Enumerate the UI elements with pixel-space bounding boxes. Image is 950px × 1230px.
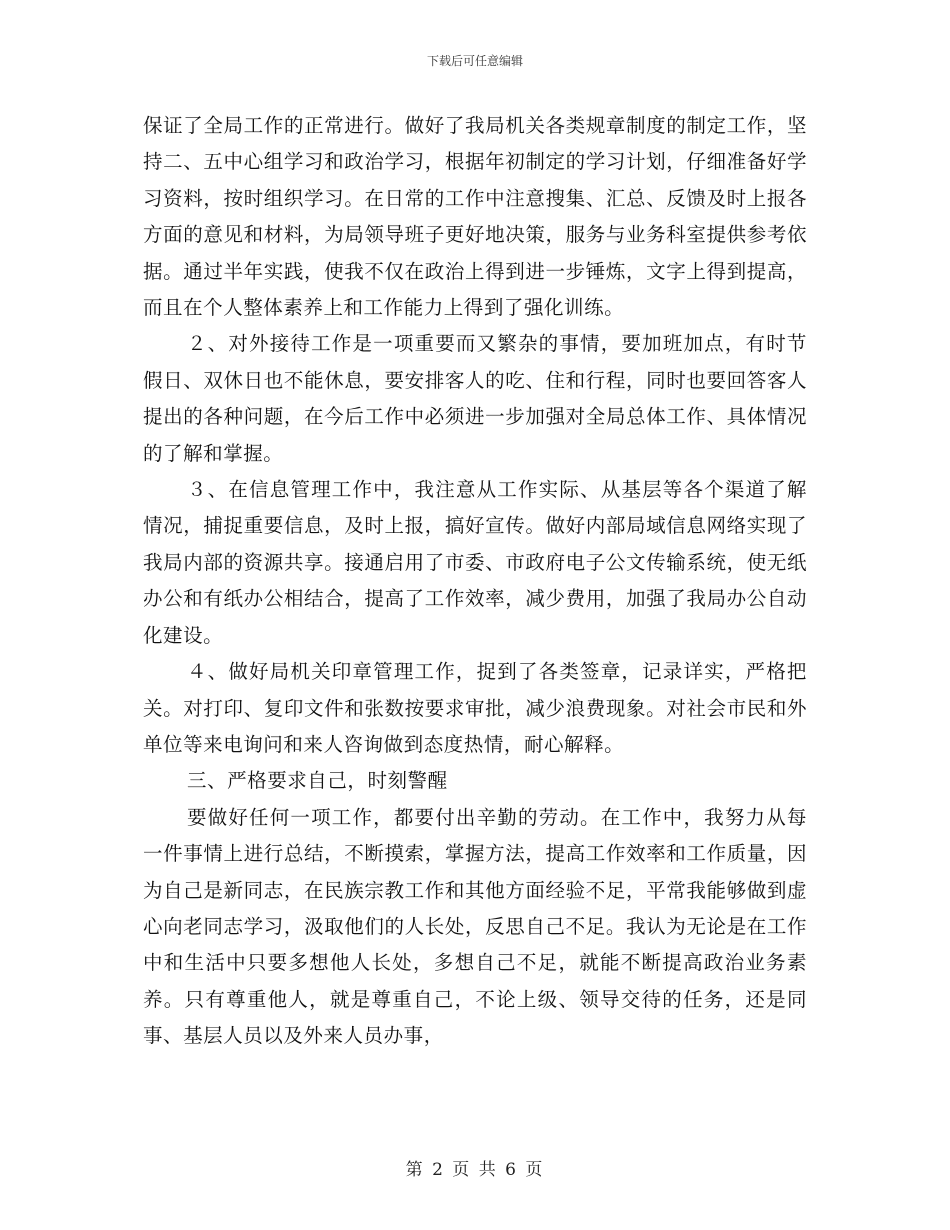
- paragraph-4: ４、做好局机关印章管理工作，捉到了各类签章，记录详实，严格把关。对打印、复印文件和张数按要求审批，减少浪费现象。对社会市民和外单位等来电询问和来人咨询做到态度热情，耐心解释。: [143, 660, 807, 756]
- paragraph-3: ３、在信息管理工作中，我注意从工作实际、从基层等各个渠道了解情况，捕捉重要信息，及时上报，搞好宣传。做好内部局域信息网络实现了我局内部的资源共享。接通启用了市委、市政府电子公文传输系统，使无纸办公和有纸办公相结合，提高了工作效率，减少费用，加强了我局办公自动化建设。: [143, 478, 807, 647]
- document-body: [143, 108, 807, 1055]
- paragraph-2: ２、对外接待工作是一项重要而又繁杂的事情，要加班加点，有时节假日、双休日也不能休息，要安排客人的吃、住和行程，同时也要回答客人提出的各种问题，在今后工作中必须进一步加强对全局总体工作、具体情况的了解和掌握。: [143, 332, 807, 465]
- paragraph-1: 保证了全局工作的正常进行。做好了我局机关各类规章制度的制定工作，坚持二、五中心组学习和政治学习，根据年初制定的学习计划，仔细准备好学习资料，按时组织学习。在日常的工作中注意搜集、汇总、反馈及时上报各方面的意见和材料，为局领导班子更好地决策，服务与业务科室提供参考依据。通过半年实践，使我不仅在政治上得到进一步锤炼，文字上得到提高，而且在个人整体素养上和工作能力上得到了强化训练。: [143, 114, 807, 320]
- paragraph-5: 要做好任何一项工作，都要付出辛勤的劳动。在工作中，我努力从每一件事情上进行总结，不断摸索，掌握方法，提高工作效率和工作质量，因为自己是新同志，在民族宗教工作和其他方面经验不足，平常我能够做到虚心向老同志学习，汲取他们的人长处，反思自己不足。我认为无论是在工作中和生活中只要多想他人长处，多想自己不足，就能不断提高政治业务素养。只有尊重他人，就是尊重自己，不论上级、领导交待的任务，还是同事、基层人员以及外来人员办事，: [143, 805, 807, 1048]
- page-header-note: 下载后可任意编辑: [426, 54, 523, 68]
- section-heading: 三、严格要求自己，时刻警醒: [187, 769, 448, 793]
- page-number-footer: 第 2 页 共 6 页: [405, 1160, 545, 1180]
